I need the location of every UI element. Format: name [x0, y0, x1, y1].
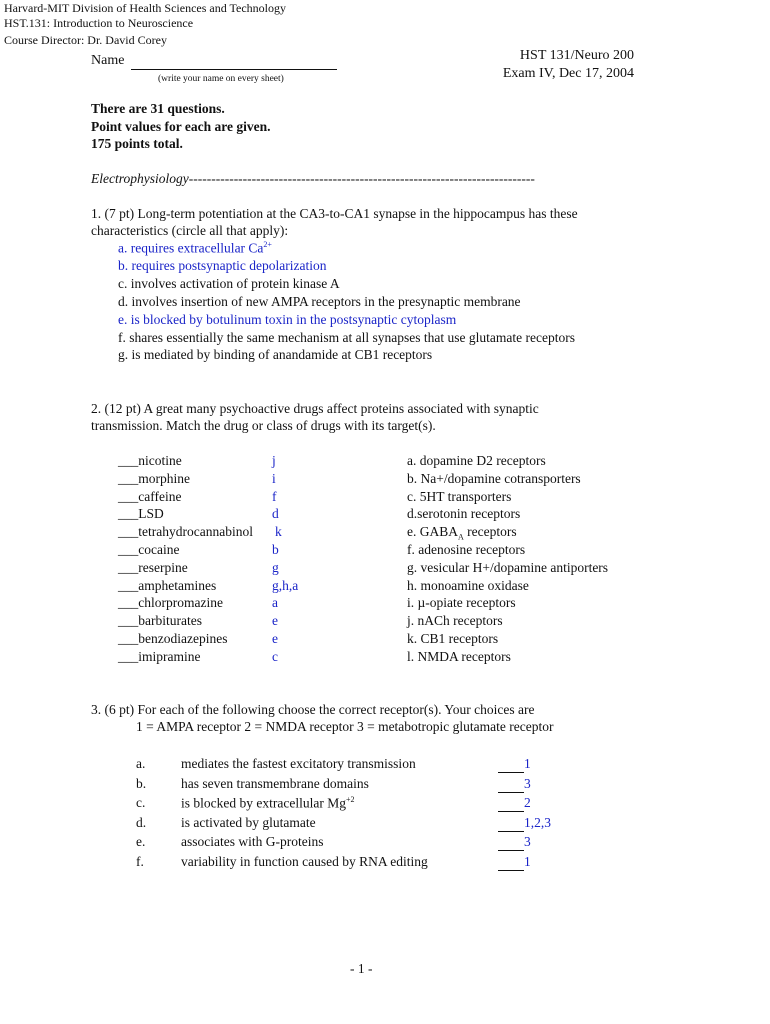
q2-answer: a [272, 595, 278, 610]
q2-target-item: c. 5HT transporters [407, 489, 512, 504]
q1-option-e[interactable]: e. is blocked by botulinum toxin in the postsynaptic cytoplasm [118, 312, 457, 327]
q2-answer: e [272, 613, 278, 628]
q3-answer-field[interactable] [498, 756, 531, 773]
q2-answer: f [272, 489, 277, 504]
q2-target-item: k. CB1 receptors [407, 631, 499, 646]
institution-line: Harvard-MIT Division of Health Sciences and Technology [4, 1, 286, 15]
answer-blank[interactable]: ___ [118, 524, 139, 539]
q1-option-g[interactable]: g. is mediated by binding of anandamide at CB1 receptors [118, 347, 433, 362]
name-note: (write your name on every sheet) [158, 74, 284, 84]
q2-target-item: d.serotonin receptors [407, 506, 521, 521]
q2-drug-item[interactable] [118, 471, 190, 487]
q2-drug-label: amphetamines [138, 578, 217, 593]
q2-drug-item[interactable] [118, 595, 223, 611]
q3-answer-field[interactable] [498, 795, 531, 812]
q2-answer: c [272, 649, 278, 664]
q3-item-text: mediates the fastest excitatory transmission [181, 756, 416, 771]
q3-item-text: has seven transmembrane domains [181, 776, 369, 791]
answer-blank[interactable]: ___ [118, 489, 139, 504]
q3-answer-field[interactable] [498, 854, 531, 871]
q3-item-text: is activated by glutamate [181, 815, 316, 830]
q3-answer-value: 1 [524, 756, 531, 771]
q3-item-text: variability in function caused by RNA editing [181, 854, 428, 869]
q1-option-a-text: a. requires extracellular Ca [118, 240, 264, 256]
q2-drug-label: tetrahydrocannabinol [138, 524, 253, 539]
section-rule: ----------------------------------------------------------------------------- [188, 171, 535, 186]
q3-item-letter: c. [136, 795, 146, 810]
answer-blank[interactable]: ___ [118, 471, 139, 486]
q2-target-item: i. µ-opiate receptors [407, 595, 516, 610]
q2-drug-label: imipramine [138, 649, 201, 664]
q3-item-text: associates with G-proteins [181, 834, 324, 849]
q3-item-letter: f. [136, 854, 144, 869]
q2-drug-label: LSD [138, 506, 164, 521]
q2-drug-item[interactable] [118, 649, 200, 665]
answer-blank[interactable]: ___ [118, 595, 139, 610]
q2-answer: k [275, 524, 282, 539]
q2-target-item: e. $GABA_A$ receptors [407, 524, 517, 542]
q3-answer-value: 1 [524, 854, 531, 869]
answer-line[interactable] [498, 834, 524, 851]
q2-drug-item[interactable] [118, 613, 202, 629]
q2-drug-label: cocaine [138, 542, 180, 557]
answer-blank[interactable]: ___ [118, 613, 139, 628]
q2-drug-label: nicotine [138, 453, 182, 468]
q2-answer: j [272, 453, 276, 468]
q3-item-letter: a. [136, 756, 146, 771]
q2-target-item: j. nACh receptors [407, 613, 503, 628]
q3-answer-field[interactable] [498, 776, 531, 793]
q2-target-item: h. monoamine oxidase [407, 578, 529, 593]
answer-blank[interactable]: ___ [118, 506, 139, 521]
q2-drug-item[interactable] [118, 453, 182, 469]
q3-answer-value: 1,2,3 [524, 815, 551, 830]
answer-blank[interactable]: ___ [118, 649, 139, 664]
q3-item-letter: b. [136, 776, 147, 791]
q3-prompt-line2: 1 = AMPA receptor 2 = NMDA receptor 3 = metabotropic glutamate receptor [136, 719, 554, 734]
q3-answer-value: 3 [524, 776, 531, 791]
page-number: - 1 - [350, 961, 373, 976]
q2-drug-item[interactable] [118, 506, 164, 522]
q2-answer: g,h,a [272, 578, 299, 593]
q2-drug-item[interactable] [118, 524, 253, 540]
section-heading [91, 171, 535, 187]
q1-option-a[interactable] [118, 240, 272, 257]
q1-option-b[interactable]: b. requires postsynaptic depolarization [118, 258, 327, 273]
intro-questions: There are 31 questions. [91, 101, 225, 116]
director-line: Course Director: Dr. David Corey [4, 33, 167, 47]
q1-prompt-line1: 1. (7 pt) Long-term potentiation at the CA3-to-CA1 synapse in the hippocampus has these [91, 206, 578, 221]
q1-prompt-line2: characteristics (circle all that apply): [91, 223, 289, 238]
answer-blank[interactable]: ___ [118, 560, 139, 575]
q2-target-item: f. adenosine receptors [407, 542, 526, 557]
answer-blank[interactable]: ___ [118, 631, 139, 646]
exam-date: Exam IV, Dec 17, 2004 [502, 66, 634, 81]
q2-drug-item[interactable] [118, 489, 181, 505]
q2-target-item: l. NMDA receptors [407, 649, 511, 664]
q1-option-f[interactable]: f. shares essentially the same mechanism at all synapses that use glutamate receptors [118, 330, 575, 345]
q2-target-item: a. dopamine D2 receptors [407, 453, 546, 468]
answer-line[interactable] [498, 776, 524, 793]
q3-answer-value: 3 [524, 834, 531, 849]
q2-answer: g [272, 560, 279, 575]
q1-option-d[interactable]: d. involves insertion of new AMPA receptors in the presynaptic membrane [118, 294, 521, 309]
q2-drug-item[interactable] [118, 578, 216, 594]
q2-answer: e [272, 631, 278, 646]
section-title: Electrophysiology [91, 171, 189, 186]
q2-drug-label: barbiturates [138, 613, 202, 628]
answer-line[interactable] [498, 854, 524, 871]
q2-drug-label: morphine [138, 471, 190, 486]
q2-drug-label: reserpine [138, 560, 188, 575]
q2-drug-label: caffeine [138, 489, 182, 504]
q1-option-c[interactable]: c. involves activation of protein kinase A [118, 276, 340, 291]
intro-points: Point values for each are given. [91, 119, 271, 134]
answer-blank[interactable]: ___ [118, 453, 139, 468]
q3-item-letter: d. [136, 815, 147, 830]
course-line: HST.131: Introduction to Neuroscience [4, 16, 194, 30]
q3-answer-field[interactable] [498, 815, 551, 832]
q2-answer: i [272, 471, 276, 486]
q2-prompt-line2: transmission. Match the drug or class of drugs with its target(s). [91, 418, 436, 433]
q2-target-item: b. Na+/dopamine cotransporters [407, 471, 581, 486]
q2-drug-item[interactable] [118, 631, 227, 647]
q2-drug-label: benzodiazepines [138, 631, 228, 646]
name-label: Name [91, 53, 125, 68]
q2-target-item: g. vesicular H+/dopamine antiporters [407, 560, 609, 575]
q2-drug-item[interactable] [118, 542, 179, 558]
name-field[interactable] [91, 53, 337, 70]
q3-item-letter: e. [136, 834, 146, 849]
q3-item-text: is blocked by extracellular $Mg^{+2}$ [181, 795, 355, 811]
answer-line[interactable] [498, 756, 524, 773]
q3-answer-value: 2 [524, 795, 531, 810]
intro-total: 175 points total. [91, 136, 183, 151]
q2-prompt-line1: 2. (12 pt) A great many psychoactive drugs affect proteins associated with synaptic [91, 401, 539, 416]
q3-answer-field[interactable] [498, 834, 531, 851]
exam-course: HST 131/Neuro 200 [519, 48, 634, 63]
q3-prompt-line1: 3. (6 pt) For each of the following choose the correct receptor(s). Your choices are [91, 702, 535, 717]
q2-answer: b [272, 542, 279, 557]
q2-drug-label: chlorpromazine [138, 595, 223, 610]
answer-line[interactable] [498, 795, 524, 812]
answer-blank[interactable]: ___ [118, 578, 139, 593]
name-blank[interactable] [131, 53, 337, 70]
q1-option-a-sup: 2+ [263, 240, 272, 249]
answer-blank[interactable]: ___ [118, 542, 139, 557]
answer-line[interactable] [498, 815, 524, 832]
q2-drug-item[interactable] [118, 560, 188, 576]
q2-answer: d [272, 506, 279, 521]
